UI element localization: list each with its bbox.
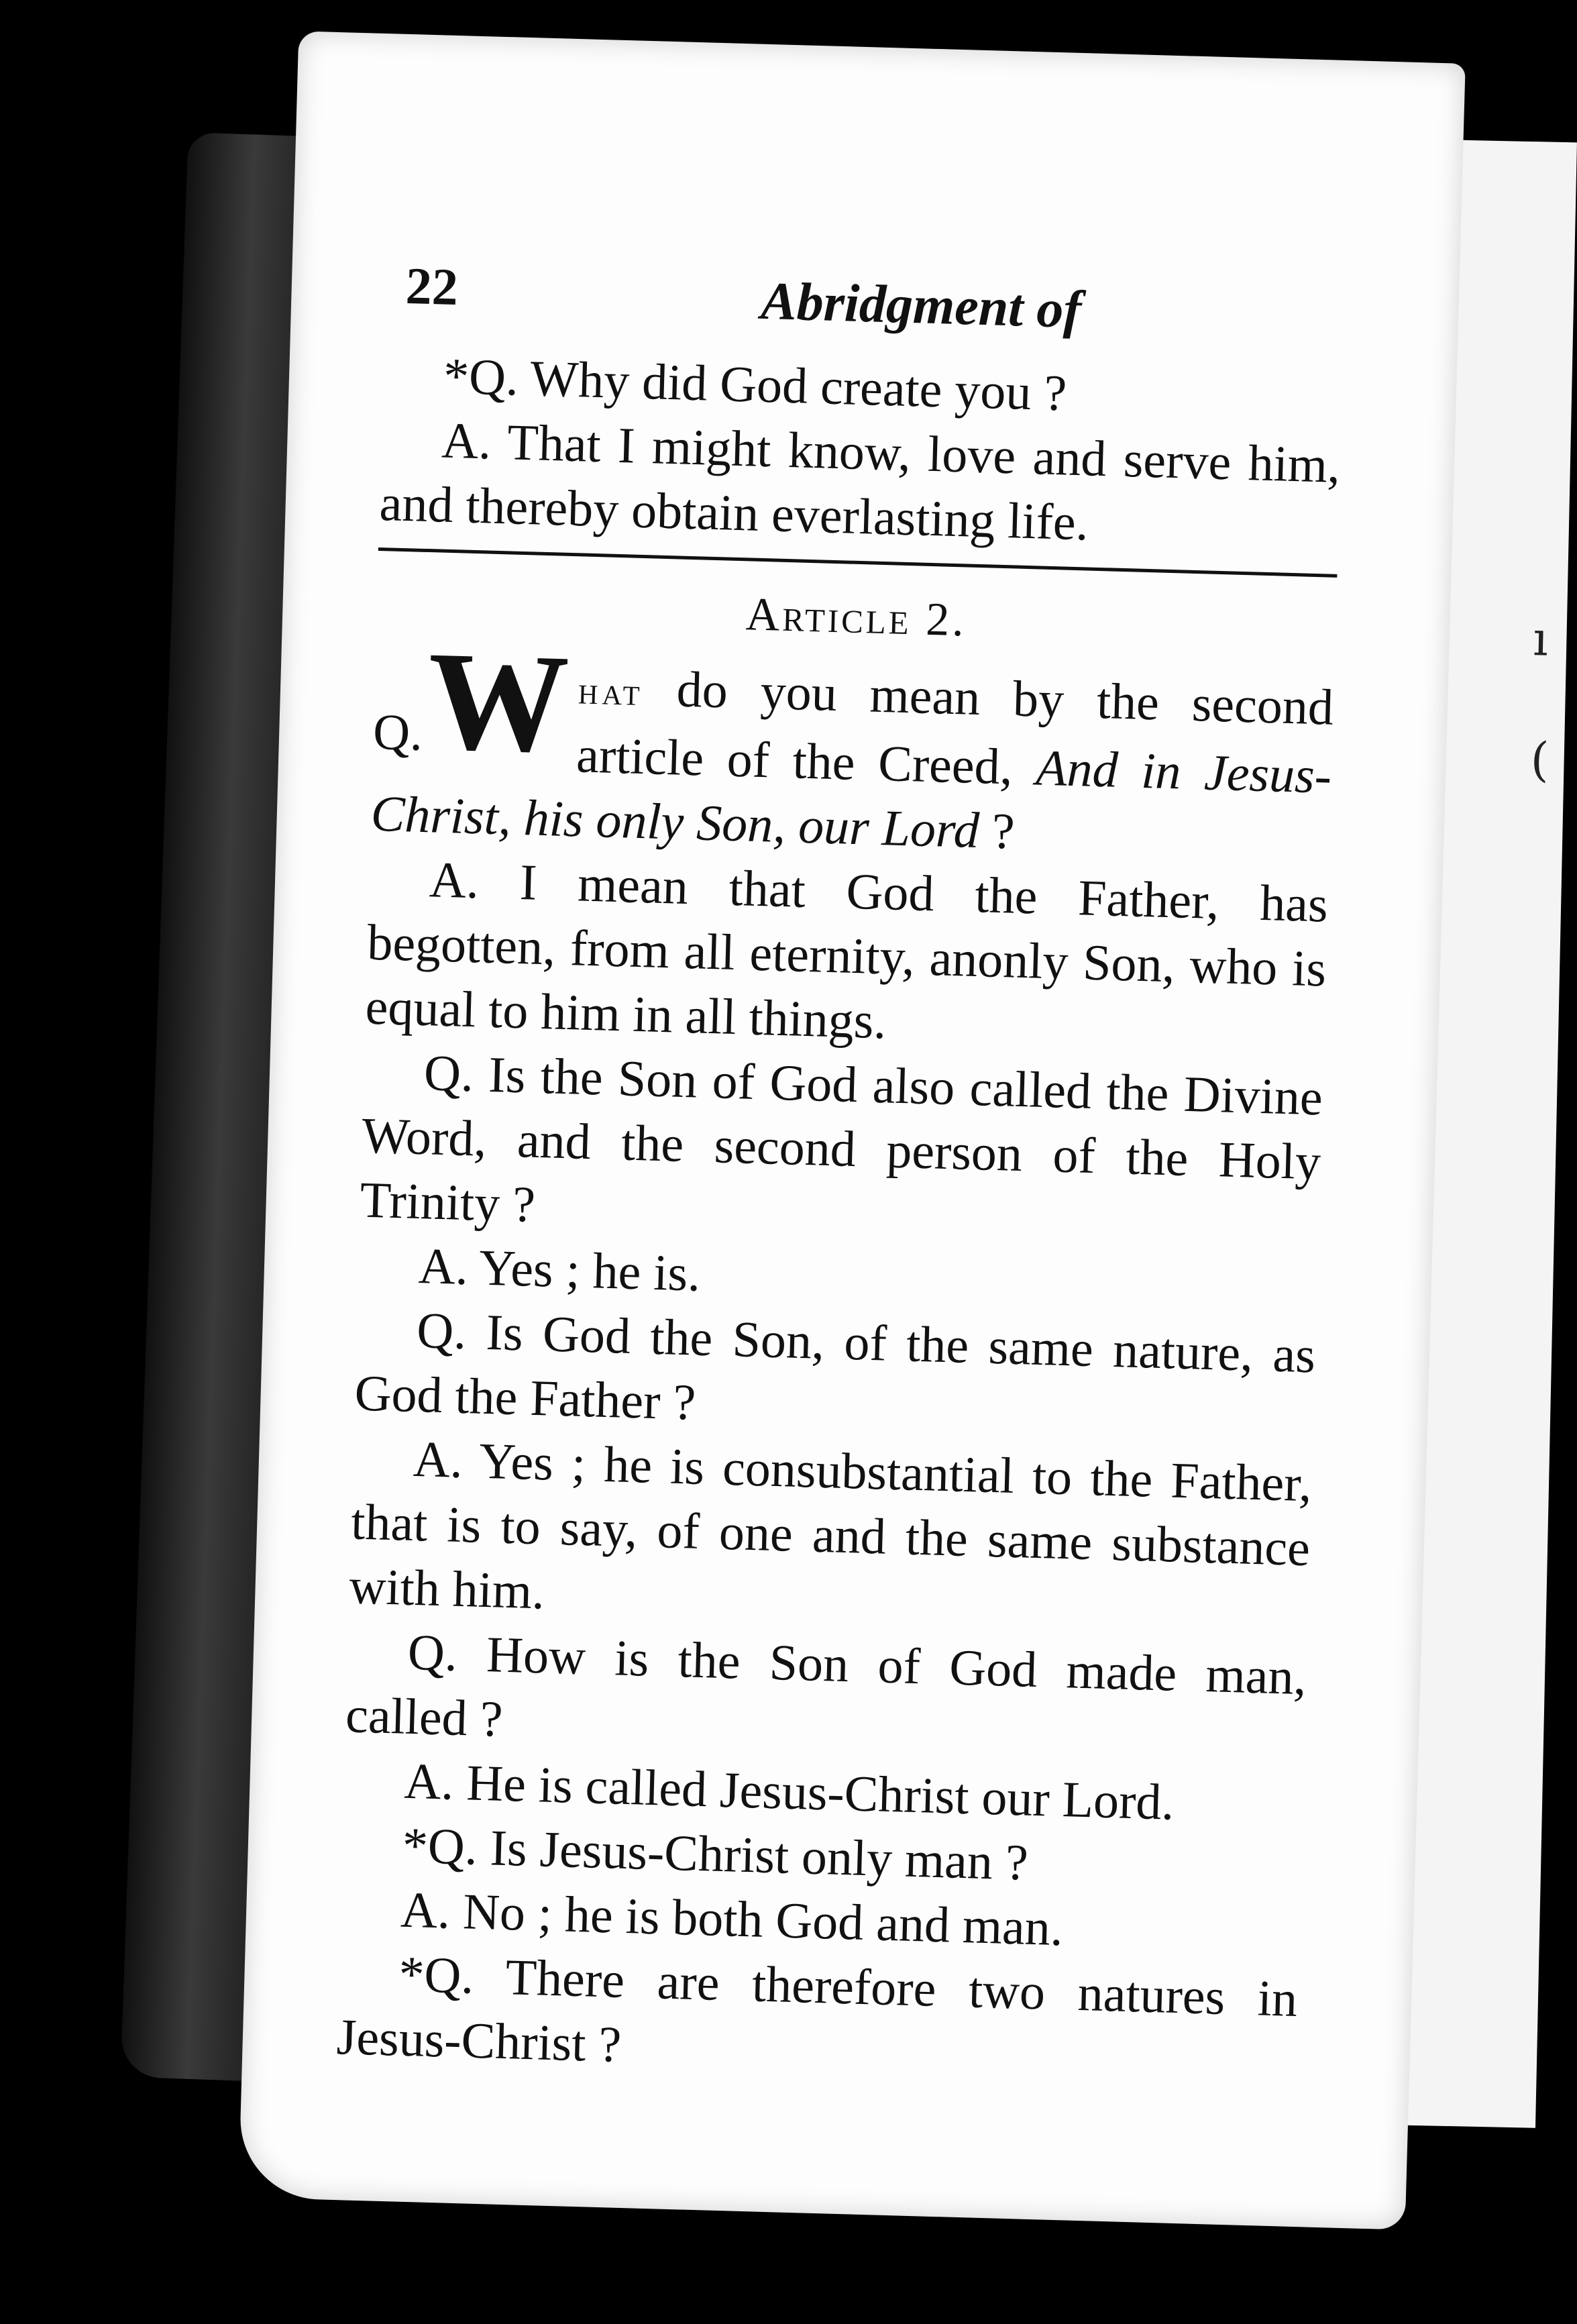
running-title: Abridgment of bbox=[760, 271, 1083, 340]
answer-paragraph: A. That I might know, love and serve him, and thereby obtain everlasting life. bbox=[378, 412, 1342, 551]
facing-page-mark: ( bbox=[1529, 732, 1549, 788]
page bbox=[238, 31, 1466, 2229]
question-paragraph: Q. Is the Son of God also called the Divine Word, and the second person of the Holy Trinity ? bbox=[359, 1045, 1323, 1233]
creed-quote: And in Jesus-Christ, his only Son, our Lord bbox=[370, 739, 1333, 859]
small-caps-text: hat bbox=[578, 668, 645, 715]
question-paragraph: Q. How is the Son of God made man, called ? bbox=[345, 1624, 1307, 1748]
question-prefix: Q. bbox=[372, 703, 424, 761]
question-paragraph: Q. Is God the Son, of the same nature, as God the Father ? bbox=[354, 1302, 1317, 1431]
question-paragraph: *Q. Why did God create you ? bbox=[442, 348, 1068, 422]
question-paragraph: *Q. There are therefore two natures in Jesus-Christ ? bbox=[335, 1946, 1299, 2073]
page-content bbox=[336, 255, 1346, 2096]
drop-cap: W bbox=[425, 623, 571, 782]
answer-paragraph: A. He is called Jesus-Christ our Lord. bbox=[403, 1752, 1175, 1831]
first-question bbox=[370, 623, 1335, 873]
facing-page-mark: ı bbox=[1532, 611, 1549, 667]
question-paragraph: *Q. Is Jesus-Christ only man ? bbox=[401, 1817, 1029, 1891]
question-end: ? bbox=[978, 802, 1016, 860]
answer-paragraph: A. No ; he is both God and man. bbox=[400, 1881, 1064, 1957]
article-heading: Article 2. bbox=[745, 588, 967, 647]
answer-paragraph: A. I mean that God the Father, has begotten, from all eternity, anonly Son, who is equal to him in all things. bbox=[364, 851, 1329, 1050]
answer-paragraph: A. Yes ; he is. bbox=[417, 1238, 702, 1302]
answer-paragraph: A. Yes ; he is consubstantial to the Father, that is to say, of one and the same substance with him. bbox=[348, 1430, 1313, 1620]
page-number: 22 bbox=[404, 256, 459, 317]
question-text: do you mean by the second article of the Creed, bbox=[576, 660, 1335, 796]
